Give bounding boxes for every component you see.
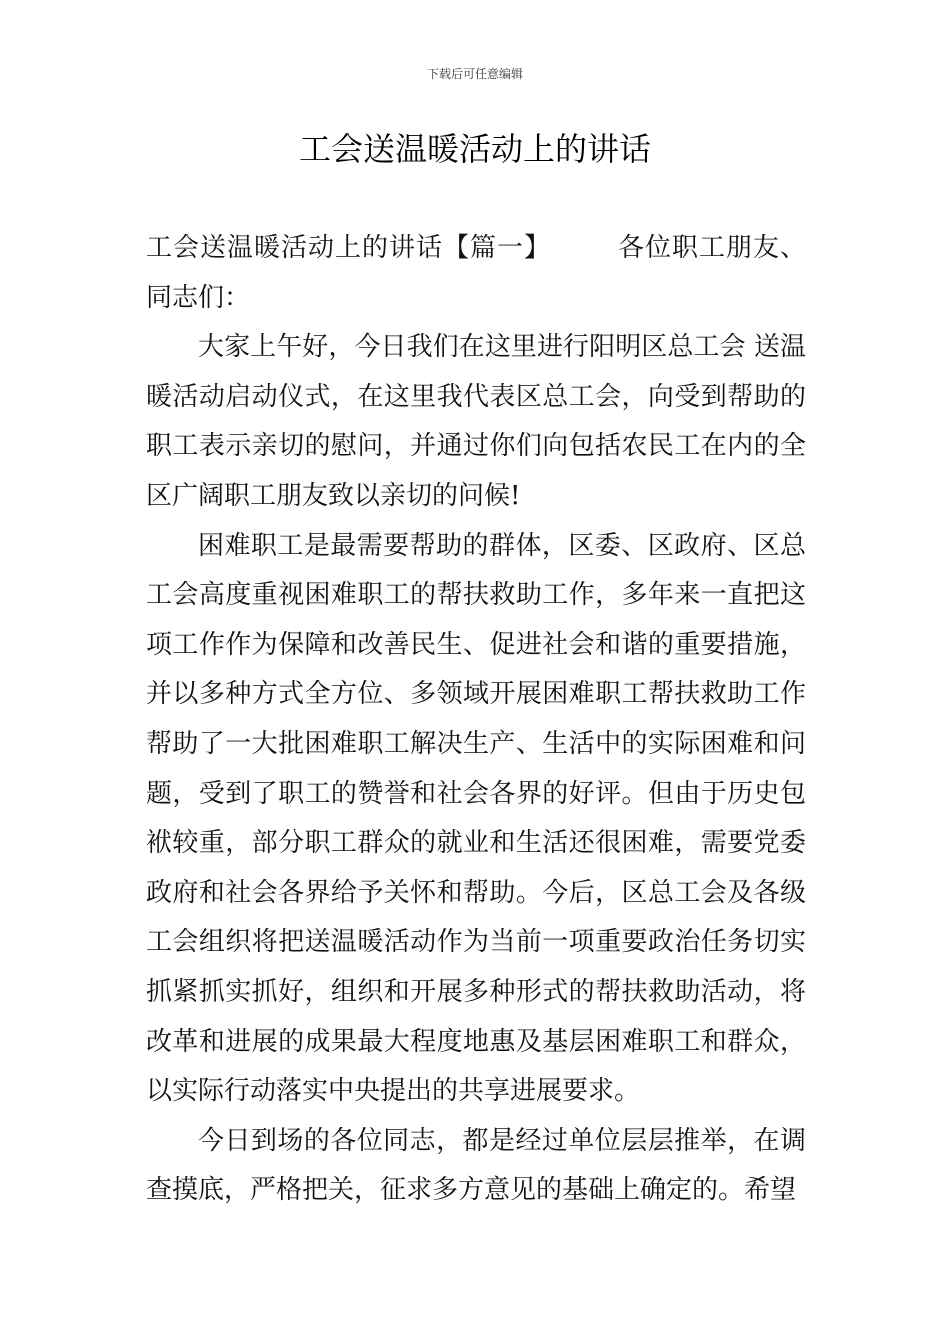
paragraph-difficulties: 困难职工是最需要帮助的群体，区委、区政府、区总工会高度重视困难职工的帮扶救助工作，多年来一直把这项工作作为保障和改善民生、促进社会和谐的重要措施，并以多种方式全方位、多领域开展困难职工帮扶救助工作帮助了一大批困难职工解决生产、生活中的实际困难和问题，受到了职工的赞誉和社会各界的好评。但由于历史包袱较重，部分职工群众的就业和生活还很困难，需要党委政府和社会各界给予关怀和帮助。今后，区总工会及各级工会组织将把送温暖活动作为当前一项重要政治任务切实抓紧抓实抓好，组织和开展多种形式的帮扶救助活动，将改革和进展的成果最大程度地惠及基层困难职工和群众，以实际行动落实中央提出的共享进展要求。 xyxy=(146,530,806,1107)
salutation: 各位职工朋友、同志们： xyxy=(146,233,806,313)
paragraph-greeting: 大家上午好，今日我们在这里进行阳明区总工会 送温暖活动启动仪式，在这里我代表区总工会，向受到帮助的职工表示亲切的慰问，并通过你们向包括农民工在内的全区广阔职工朋友致以亲切的问候! xyxy=(146,332,806,511)
page-title: 工会送温暖活动上的讲话 xyxy=(298,130,651,168)
paragraph-attendees: 今日到场的各位同志，都是经过单位层层推举，在调查摸底，严格把关，征求多方意见的基础上确定的。希望 xyxy=(146,1125,806,1206)
section-heading: 工会送温暖活动上的讲话【篇一】 xyxy=(146,233,551,263)
opening-paragraph xyxy=(146,224,806,323)
document-body xyxy=(146,224,806,1216)
header-note: 下载后可任意编辑 xyxy=(426,67,523,81)
